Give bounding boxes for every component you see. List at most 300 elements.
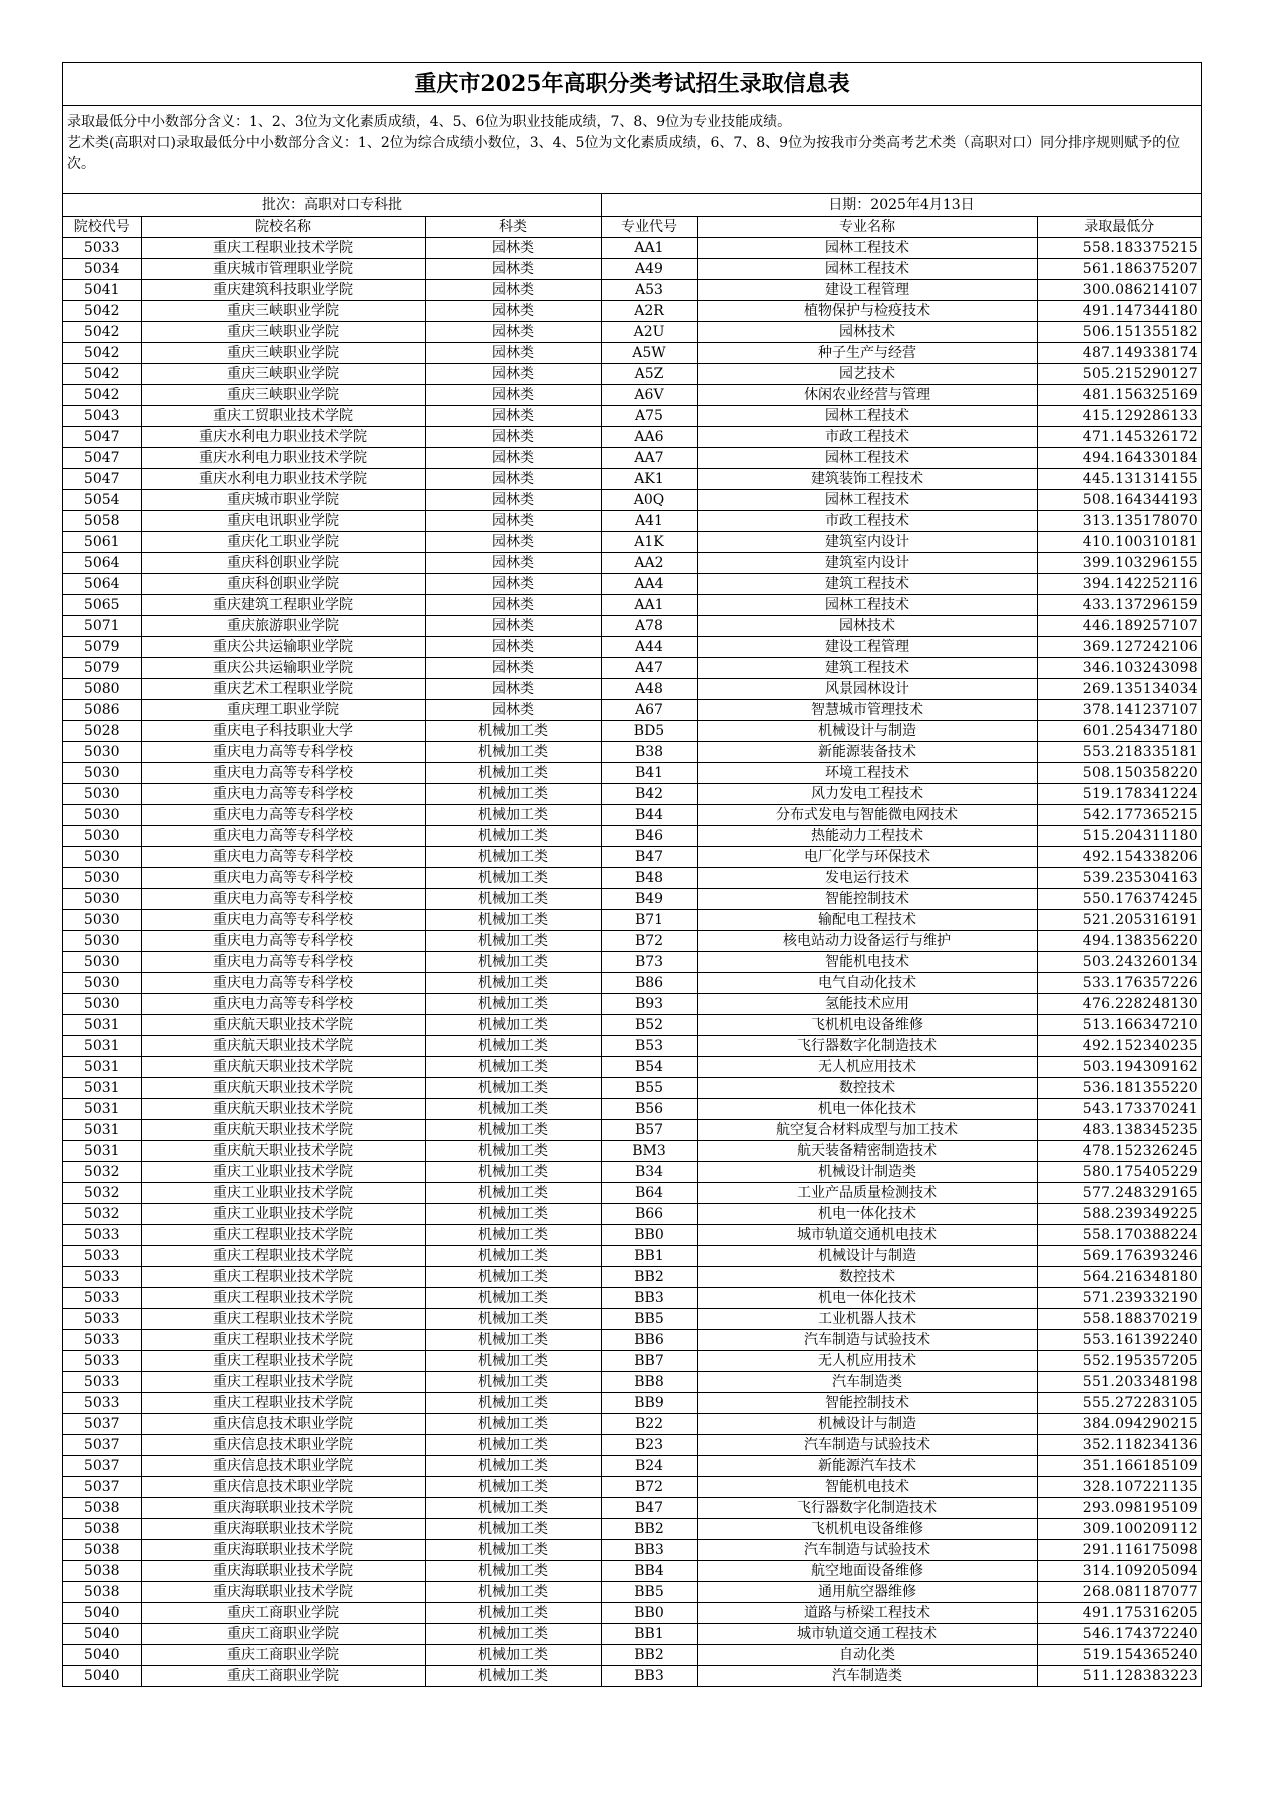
major-name-cell: 建设工程管理 bbox=[697, 637, 1037, 658]
major-name-cell: 飞行器数字化制造技术 bbox=[697, 1498, 1037, 1519]
date-label: 日期：2025年4月13日 bbox=[828, 197, 975, 213]
category-cell: 机械加工类 bbox=[425, 889, 601, 910]
min-score-cell: 551.203348198 bbox=[1037, 1372, 1201, 1393]
category-cell: 机械加工类 bbox=[425, 1582, 601, 1603]
min-score-cell: 533.176357226 bbox=[1037, 973, 1201, 994]
major-name-cell: 电气自动化技术 bbox=[697, 973, 1037, 994]
min-score-cell: 552.195357205 bbox=[1037, 1351, 1201, 1372]
major-code-cell: A75 bbox=[601, 406, 697, 427]
min-score-cell: 588.239349225 bbox=[1037, 1204, 1201, 1225]
min-score-cell: 328.107221135 bbox=[1037, 1477, 1201, 1498]
major-name-cell: 建筑工程技术 bbox=[697, 574, 1037, 595]
major-name-cell: 通用航空器维修 bbox=[697, 1582, 1037, 1603]
category-cell: 机械加工类 bbox=[425, 1204, 601, 1225]
school-code-cell: 5033 bbox=[63, 1309, 141, 1330]
major-code-cell: B23 bbox=[601, 1435, 697, 1456]
table-row bbox=[63, 1162, 1201, 1183]
min-score-cell: 378.141237107 bbox=[1037, 700, 1201, 721]
major-code-cell: B48 bbox=[601, 868, 697, 889]
school-name-cell: 重庆公共运输职业学院 bbox=[141, 637, 425, 658]
category-cell: 机械加工类 bbox=[425, 973, 601, 994]
major-name-cell: 分布式发电与智能微电网技术 bbox=[697, 805, 1037, 826]
school-name-cell: 重庆水利电力职业技术学院 bbox=[141, 448, 425, 469]
note-line: 录取最低分中小数部分含义：1、2、3位为文化素质成绩，4、5、6位为职业技能成绩，7、8、9位为专业技能成绩。 bbox=[67, 114, 792, 130]
table-row bbox=[63, 1393, 1201, 1414]
min-score-cell: 515.204311180 bbox=[1037, 826, 1201, 847]
category-cell: 机械加工类 bbox=[425, 1477, 601, 1498]
major-code-cell: B55 bbox=[601, 1078, 697, 1099]
school-code-cell: 5043 bbox=[63, 406, 141, 427]
school-code-cell: 5030 bbox=[63, 847, 141, 868]
table-row bbox=[63, 1666, 1201, 1687]
school-code-cell: 5030 bbox=[63, 889, 141, 910]
table-row bbox=[63, 427, 1201, 448]
school-code-cell: 5031 bbox=[63, 1141, 141, 1162]
table-row bbox=[63, 1141, 1201, 1162]
school-name-cell: 重庆工商职业学院 bbox=[141, 1603, 425, 1624]
category-cell: 园林类 bbox=[425, 259, 601, 280]
column-header: 录取最低分 bbox=[1037, 217, 1201, 238]
category-cell: 园林类 bbox=[425, 679, 601, 700]
school-code-cell: 5030 bbox=[63, 910, 141, 931]
school-name-cell: 重庆工业职业技术学院 bbox=[141, 1162, 425, 1183]
major-name-cell: 汽车制造类 bbox=[697, 1372, 1037, 1393]
major-name-cell: 风力发电工程技术 bbox=[697, 784, 1037, 805]
school-name-cell: 重庆工程职业技术学院 bbox=[141, 1309, 425, 1330]
school-name-cell: 重庆水利电力职业技术学院 bbox=[141, 469, 425, 490]
major-name-cell: 飞机机电设备维修 bbox=[697, 1015, 1037, 1036]
major-name-cell: 环境工程技术 bbox=[697, 763, 1037, 784]
category-cell: 园林类 bbox=[425, 637, 601, 658]
table-row bbox=[63, 742, 1201, 763]
school-code-cell: 5028 bbox=[63, 721, 141, 742]
category-cell: 园林类 bbox=[425, 574, 601, 595]
category-cell: 园林类 bbox=[425, 532, 601, 553]
min-score-cell: 494.164330184 bbox=[1037, 448, 1201, 469]
school-code-cell: 5047 bbox=[63, 427, 141, 448]
major-name-cell: 电厂化学与环保技术 bbox=[697, 847, 1037, 868]
min-score-cell: 508.150358220 bbox=[1037, 763, 1201, 784]
school-code-cell: 5032 bbox=[63, 1183, 141, 1204]
category-cell: 机械加工类 bbox=[425, 1393, 601, 1414]
school-code-cell: 5079 bbox=[63, 637, 141, 658]
school-code-cell: 5037 bbox=[63, 1435, 141, 1456]
min-score-cell: 394.142252116 bbox=[1037, 574, 1201, 595]
min-score-cell: 553.161392240 bbox=[1037, 1330, 1201, 1351]
major-code-cell: AA1 bbox=[601, 238, 697, 259]
category-cell: 机械加工类 bbox=[425, 721, 601, 742]
min-score-cell: 546.174372240 bbox=[1037, 1624, 1201, 1645]
major-code-cell: B47 bbox=[601, 1498, 697, 1519]
school-name-cell: 重庆海联职业技术学院 bbox=[141, 1498, 425, 1519]
major-name-cell: 园林技术 bbox=[697, 616, 1037, 637]
min-score-cell: 508.164344193 bbox=[1037, 490, 1201, 511]
table-row bbox=[63, 952, 1201, 973]
major-code-cell: BB3 bbox=[601, 1666, 697, 1687]
table-body bbox=[63, 238, 1201, 1687]
major-name-cell: 数控技术 bbox=[697, 1078, 1037, 1099]
min-score-cell: 445.131314155 bbox=[1037, 469, 1201, 490]
major-code-cell: BB4 bbox=[601, 1561, 697, 1582]
school-code-cell: 5030 bbox=[63, 994, 141, 1015]
table-row bbox=[63, 1015, 1201, 1036]
major-name-cell: 园林技术 bbox=[697, 322, 1037, 343]
meta-row bbox=[63, 194, 1201, 216]
major-name-cell: 机械设计与制造 bbox=[697, 721, 1037, 742]
table-row bbox=[63, 1477, 1201, 1498]
table-row bbox=[63, 343, 1201, 364]
school-name-cell: 重庆航天职业技术学院 bbox=[141, 1141, 425, 1162]
major-code-cell: B73 bbox=[601, 952, 697, 973]
school-name-cell: 重庆电力高等专科学校 bbox=[141, 931, 425, 952]
table-row bbox=[63, 1582, 1201, 1603]
min-score-cell: 561.186375207 bbox=[1037, 259, 1201, 280]
category-cell: 园林类 bbox=[425, 553, 601, 574]
school-code-cell: 5038 bbox=[63, 1561, 141, 1582]
school-name-cell: 重庆工程职业技术学院 bbox=[141, 1267, 425, 1288]
major-name-cell: 城市轨道交通机电技术 bbox=[697, 1225, 1037, 1246]
category-cell: 园林类 bbox=[425, 343, 601, 364]
table-row bbox=[63, 910, 1201, 931]
school-code-cell: 5040 bbox=[63, 1603, 141, 1624]
category-cell: 机械加工类 bbox=[425, 1099, 601, 1120]
major-code-cell: BB3 bbox=[601, 1288, 697, 1309]
major-name-cell: 园林工程技术 bbox=[697, 259, 1037, 280]
admission-table bbox=[63, 216, 1201, 1686]
major-code-cell: A5Z bbox=[601, 364, 697, 385]
major-name-cell: 机械设计与制造 bbox=[697, 1246, 1037, 1267]
min-score-cell: 571.239332190 bbox=[1037, 1288, 1201, 1309]
school-name-cell: 重庆理工职业学院 bbox=[141, 700, 425, 721]
min-score-cell: 415.129286133 bbox=[1037, 406, 1201, 427]
category-cell: 园林类 bbox=[425, 238, 601, 259]
major-code-cell: BB3 bbox=[601, 1540, 697, 1561]
major-name-cell: 道路与桥梁工程技术 bbox=[697, 1603, 1037, 1624]
school-name-cell: 重庆信息技术职业学院 bbox=[141, 1435, 425, 1456]
min-score-cell: 384.094290215 bbox=[1037, 1414, 1201, 1435]
major-code-cell: AA2 bbox=[601, 553, 697, 574]
category-cell: 园林类 bbox=[425, 385, 601, 406]
major-code-cell: AK1 bbox=[601, 469, 697, 490]
min-score-cell: 492.154338206 bbox=[1037, 847, 1201, 868]
major-code-cell: B71 bbox=[601, 910, 697, 931]
category-cell: 机械加工类 bbox=[425, 1414, 601, 1435]
school-code-cell: 5030 bbox=[63, 973, 141, 994]
batch-label: 批次：高职对口专科批 bbox=[63, 194, 602, 216]
school-name-cell: 重庆工贸职业技术学院 bbox=[141, 406, 425, 427]
table-row bbox=[63, 1309, 1201, 1330]
min-score-cell: 505.215290127 bbox=[1037, 364, 1201, 385]
table-row bbox=[63, 721, 1201, 742]
major-code-cell: B64 bbox=[601, 1183, 697, 1204]
major-name-cell: 发电运行技术 bbox=[697, 868, 1037, 889]
school-code-cell: 5030 bbox=[63, 784, 141, 805]
category-cell: 园林类 bbox=[425, 280, 601, 301]
min-score-cell: 483.138345235 bbox=[1037, 1120, 1201, 1141]
table-row bbox=[63, 1036, 1201, 1057]
school-code-cell: 5038 bbox=[63, 1582, 141, 1603]
school-name-cell: 重庆信息技术职业学院 bbox=[141, 1456, 425, 1477]
category-cell: 园林类 bbox=[425, 406, 601, 427]
min-score-cell: 558.183375215 bbox=[1037, 238, 1201, 259]
school-code-cell: 5058 bbox=[63, 511, 141, 532]
min-score-cell: 471.145326172 bbox=[1037, 427, 1201, 448]
min-score-cell: 506.151355182 bbox=[1037, 322, 1201, 343]
school-code-cell: 5042 bbox=[63, 322, 141, 343]
major-name-cell: 汽车制造与试验技术 bbox=[697, 1540, 1037, 1561]
min-score-cell: 553.218335181 bbox=[1037, 742, 1201, 763]
school-code-cell: 5042 bbox=[63, 364, 141, 385]
category-cell: 机械加工类 bbox=[425, 1519, 601, 1540]
column-header: 院校名称 bbox=[141, 217, 425, 238]
min-score-cell: 558.188370219 bbox=[1037, 1309, 1201, 1330]
table-row bbox=[63, 889, 1201, 910]
major-name-cell: 无人机应用技术 bbox=[697, 1351, 1037, 1372]
table-row bbox=[63, 868, 1201, 889]
min-score-cell: 513.166347210 bbox=[1037, 1015, 1201, 1036]
category-cell: 机械加工类 bbox=[425, 1351, 601, 1372]
category-cell: 机械加工类 bbox=[425, 1183, 601, 1204]
school-name-cell: 重庆航天职业技术学院 bbox=[141, 1099, 425, 1120]
school-name-cell: 重庆城市管理职业学院 bbox=[141, 259, 425, 280]
school-code-cell: 5033 bbox=[63, 1351, 141, 1372]
table-row bbox=[63, 994, 1201, 1015]
min-score-cell: 503.194309162 bbox=[1037, 1057, 1201, 1078]
category-cell: 园林类 bbox=[425, 322, 601, 343]
major-code-cell: B46 bbox=[601, 826, 697, 847]
category-cell: 机械加工类 bbox=[425, 1036, 601, 1057]
school-name-cell: 重庆工程职业技术学院 bbox=[141, 1393, 425, 1414]
min-score-cell: 351.166185109 bbox=[1037, 1456, 1201, 1477]
category-cell: 机械加工类 bbox=[425, 1267, 601, 1288]
category-cell: 机械加工类 bbox=[425, 1309, 601, 1330]
min-score-cell: 491.175316205 bbox=[1037, 1603, 1201, 1624]
min-score-cell: 539.235304163 bbox=[1037, 868, 1201, 889]
min-score-cell: 577.248329165 bbox=[1037, 1183, 1201, 1204]
min-score-cell: 352.118234136 bbox=[1037, 1435, 1201, 1456]
major-name-cell: 风景园林设计 bbox=[697, 679, 1037, 700]
table-row bbox=[63, 259, 1201, 280]
major-code-cell: B57 bbox=[601, 1120, 697, 1141]
column-header: 专业名称 bbox=[697, 217, 1037, 238]
major-code-cell: B41 bbox=[601, 763, 697, 784]
min-score-cell: 346.103243098 bbox=[1037, 658, 1201, 679]
table-row bbox=[63, 1288, 1201, 1309]
major-name-cell: 飞行器数字化制造技术 bbox=[697, 1036, 1037, 1057]
min-score-cell: 433.137296159 bbox=[1037, 595, 1201, 616]
category-cell: 机械加工类 bbox=[425, 931, 601, 952]
major-code-cell: B53 bbox=[601, 1036, 697, 1057]
table-row bbox=[63, 301, 1201, 322]
table-row bbox=[63, 553, 1201, 574]
min-score-cell: 269.135134034 bbox=[1037, 679, 1201, 700]
school-code-cell: 5040 bbox=[63, 1624, 141, 1645]
category-cell: 机械加工类 bbox=[425, 742, 601, 763]
table-row bbox=[63, 1330, 1201, 1351]
major-code-cell: A5W bbox=[601, 343, 697, 364]
category-cell: 园林类 bbox=[425, 469, 601, 490]
min-score-cell: 410.100310181 bbox=[1037, 532, 1201, 553]
major-name-cell: 园艺技术 bbox=[697, 364, 1037, 385]
school-code-cell: 5042 bbox=[63, 385, 141, 406]
category-cell: 机械加工类 bbox=[425, 1624, 601, 1645]
major-name-cell: 数控技术 bbox=[697, 1267, 1037, 1288]
major-name-cell: 汽车制造类 bbox=[697, 1666, 1037, 1687]
major-code-cell: B47 bbox=[601, 847, 697, 868]
min-score-cell: 476.228248130 bbox=[1037, 994, 1201, 1015]
school-name-cell: 重庆电力高等专科学校 bbox=[141, 889, 425, 910]
school-name-cell: 重庆电力高等专科学校 bbox=[141, 742, 425, 763]
major-name-cell: 机械设计与制造 bbox=[697, 1414, 1037, 1435]
category-cell: 机械加工类 bbox=[425, 994, 601, 1015]
school-code-cell: 5031 bbox=[63, 1036, 141, 1057]
major-name-cell: 无人机应用技术 bbox=[697, 1057, 1037, 1078]
major-code-cell: A53 bbox=[601, 280, 697, 301]
school-code-cell: 5054 bbox=[63, 490, 141, 511]
category-cell: 园林类 bbox=[425, 658, 601, 679]
category-cell: 园林类 bbox=[425, 700, 601, 721]
major-code-cell: BB7 bbox=[601, 1351, 697, 1372]
table-row bbox=[63, 826, 1201, 847]
school-name-cell: 重庆三峡职业学院 bbox=[141, 364, 425, 385]
min-score-cell: 313.135178070 bbox=[1037, 511, 1201, 532]
min-score-cell: 580.175405229 bbox=[1037, 1162, 1201, 1183]
major-code-cell: B42 bbox=[601, 784, 697, 805]
major-code-cell: A0Q bbox=[601, 490, 697, 511]
major-name-cell: 种子生产与经营 bbox=[697, 343, 1037, 364]
category-cell: 机械加工类 bbox=[425, 1120, 601, 1141]
major-code-cell: BB1 bbox=[601, 1246, 697, 1267]
school-code-cell: 5064 bbox=[63, 553, 141, 574]
major-code-cell: B56 bbox=[601, 1099, 697, 1120]
major-code-cell: BB5 bbox=[601, 1309, 697, 1330]
table-row bbox=[63, 385, 1201, 406]
table-row bbox=[63, 1519, 1201, 1540]
table-row bbox=[63, 763, 1201, 784]
major-code-cell: A78 bbox=[601, 616, 697, 637]
school-code-cell: 5079 bbox=[63, 658, 141, 679]
school-code-cell: 5042 bbox=[63, 301, 141, 322]
school-code-cell: 5033 bbox=[63, 1225, 141, 1246]
school-code-cell: 5033 bbox=[63, 1372, 141, 1393]
category-cell: 园林类 bbox=[425, 490, 601, 511]
school-code-cell: 5032 bbox=[63, 1162, 141, 1183]
school-code-cell: 5065 bbox=[63, 595, 141, 616]
major-code-cell: A2R bbox=[601, 301, 697, 322]
major-name-cell: 工业产品质量检测技术 bbox=[697, 1183, 1037, 1204]
school-code-cell: 5038 bbox=[63, 1540, 141, 1561]
category-cell: 机械加工类 bbox=[425, 1141, 601, 1162]
school-name-cell: 重庆海联职业技术学院 bbox=[141, 1582, 425, 1603]
column-header: 院校代号 bbox=[63, 217, 141, 238]
school-name-cell: 重庆信息技术职业学院 bbox=[141, 1414, 425, 1435]
table-row bbox=[63, 532, 1201, 553]
min-score-cell: 503.243260134 bbox=[1037, 952, 1201, 973]
school-name-cell: 重庆水利电力职业技术学院 bbox=[141, 427, 425, 448]
min-score-cell: 511.128383223 bbox=[1037, 1666, 1201, 1687]
table-row bbox=[63, 637, 1201, 658]
major-code-cell: B72 bbox=[601, 1477, 697, 1498]
school-code-cell: 5047 bbox=[63, 448, 141, 469]
school-code-cell: 5030 bbox=[63, 826, 141, 847]
school-name-cell: 重庆艺术工程职业学院 bbox=[141, 679, 425, 700]
major-name-cell: 园林工程技术 bbox=[697, 406, 1037, 427]
table-row bbox=[63, 784, 1201, 805]
school-code-cell: 5033 bbox=[63, 1330, 141, 1351]
category-cell: 机械加工类 bbox=[425, 1540, 601, 1561]
major-code-cell: AA6 bbox=[601, 427, 697, 448]
min-score-cell: 478.152326245 bbox=[1037, 1141, 1201, 1162]
category-cell: 园林类 bbox=[425, 511, 601, 532]
school-code-cell: 5040 bbox=[63, 1645, 141, 1666]
school-code-cell: 5031 bbox=[63, 1099, 141, 1120]
major-name-cell: 建筑工程技术 bbox=[697, 658, 1037, 679]
school-name-cell: 重庆航天职业技术学院 bbox=[141, 1015, 425, 1036]
min-score-cell: 309.100209112 bbox=[1037, 1519, 1201, 1540]
school-code-cell: 5080 bbox=[63, 679, 141, 700]
admission-sheet bbox=[62, 62, 1202, 1687]
major-code-cell: B24 bbox=[601, 1456, 697, 1477]
table-row bbox=[63, 616, 1201, 637]
category-cell: 机械加工类 bbox=[425, 868, 601, 889]
major-code-cell: A44 bbox=[601, 637, 697, 658]
major-name-cell: 智慧城市管理技术 bbox=[697, 700, 1037, 721]
table-row bbox=[63, 1456, 1201, 1477]
min-score-cell: 494.138356220 bbox=[1037, 931, 1201, 952]
table-row bbox=[63, 469, 1201, 490]
school-name-cell: 重庆工业职业技术学院 bbox=[141, 1183, 425, 1204]
major-name-cell: 休闲农业经营与管理 bbox=[697, 385, 1037, 406]
major-name-cell: 汽车制造与试验技术 bbox=[697, 1435, 1037, 1456]
school-code-cell: 5030 bbox=[63, 868, 141, 889]
school-code-cell: 5030 bbox=[63, 931, 141, 952]
major-name-cell: 新能源装备技术 bbox=[697, 742, 1037, 763]
school-name-cell: 重庆科创职业学院 bbox=[141, 553, 425, 574]
category-cell: 园林类 bbox=[425, 616, 601, 637]
school-name-cell: 重庆工程职业技术学院 bbox=[141, 1225, 425, 1246]
category-cell: 机械加工类 bbox=[425, 1645, 601, 1666]
major-name-cell: 机电一体化技术 bbox=[697, 1204, 1037, 1225]
school-code-cell: 5038 bbox=[63, 1519, 141, 1540]
school-name-cell: 重庆建筑科技职业学院 bbox=[141, 280, 425, 301]
school-code-cell: 5064 bbox=[63, 574, 141, 595]
table-row bbox=[63, 1624, 1201, 1645]
school-name-cell: 重庆三峡职业学院 bbox=[141, 343, 425, 364]
table-row bbox=[63, 847, 1201, 868]
school-code-cell: 5041 bbox=[63, 280, 141, 301]
major-name-cell: 汽车制造与试验技术 bbox=[697, 1330, 1037, 1351]
table-row bbox=[63, 1099, 1201, 1120]
major-code-cell: AA7 bbox=[601, 448, 697, 469]
school-code-cell: 5031 bbox=[63, 1078, 141, 1099]
min-score-cell: 369.127242106 bbox=[1037, 637, 1201, 658]
major-code-cell: BB2 bbox=[601, 1519, 697, 1540]
min-score-cell: 519.178341224 bbox=[1037, 784, 1201, 805]
major-code-cell: B49 bbox=[601, 889, 697, 910]
major-name-cell: 城市轨道交通工程技术 bbox=[697, 1624, 1037, 1645]
table-row bbox=[63, 1603, 1201, 1624]
school-name-cell: 重庆电力高等专科学校 bbox=[141, 994, 425, 1015]
table-row bbox=[63, 238, 1201, 259]
school-code-cell: 5031 bbox=[63, 1057, 141, 1078]
category-cell: 机械加工类 bbox=[425, 1561, 601, 1582]
major-name-cell: 建筑装饰工程技术 bbox=[697, 469, 1037, 490]
major-code-cell: B86 bbox=[601, 973, 697, 994]
school-name-cell: 重庆工业职业技术学院 bbox=[141, 1204, 425, 1225]
school-code-cell: 5042 bbox=[63, 343, 141, 364]
min-score-cell: 519.154365240 bbox=[1037, 1645, 1201, 1666]
school-code-cell: 5033 bbox=[63, 238, 141, 259]
